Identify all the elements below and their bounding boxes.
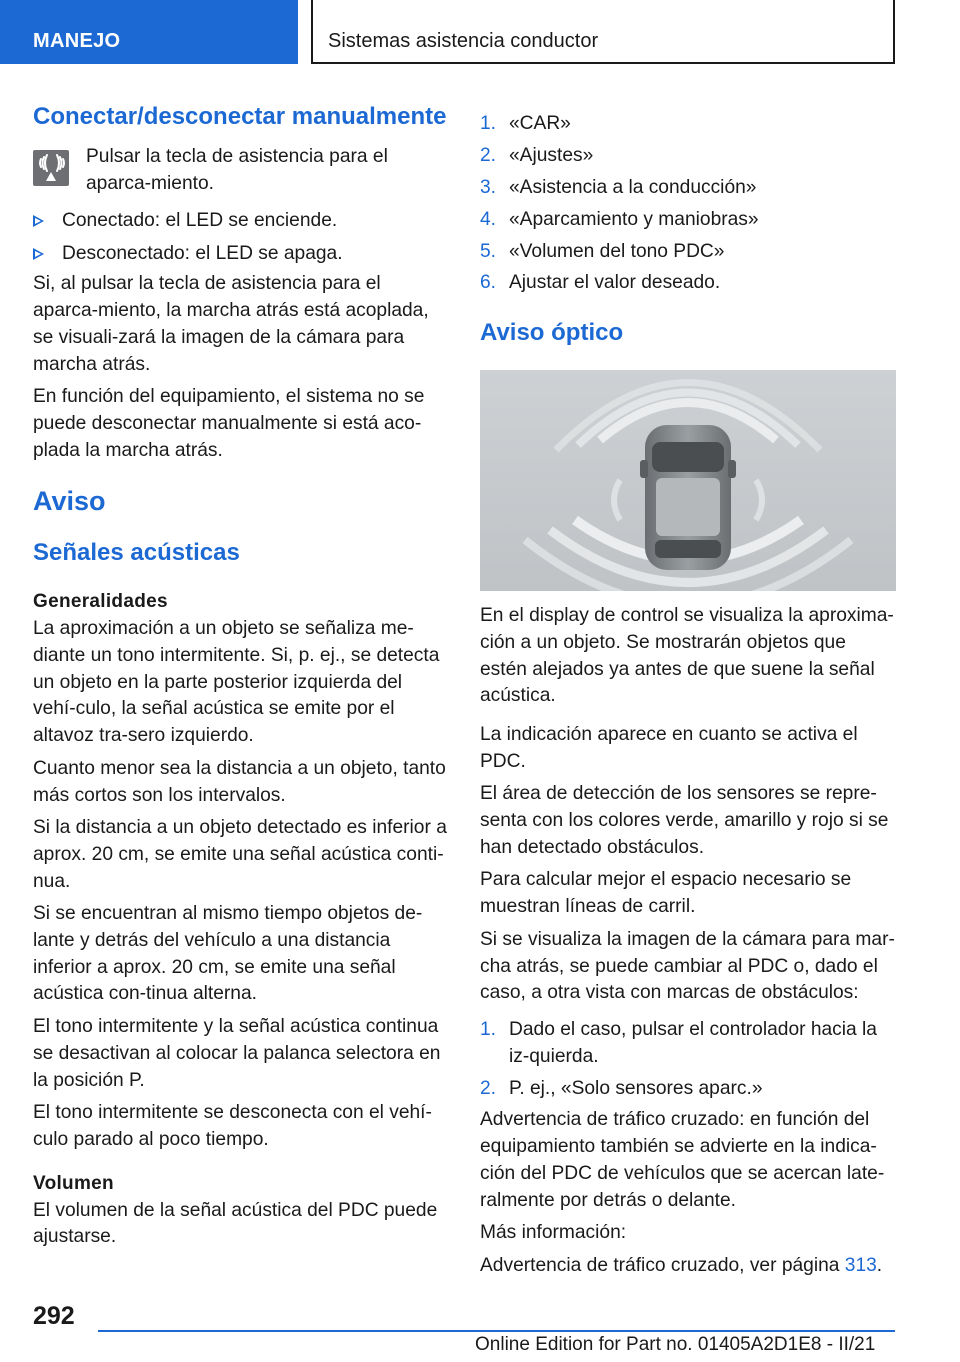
paragraph: Más información: [480, 1222, 627, 1244]
paragraph: El tono intermitente y la señal acústica continua se desactivan al colocar la palanca selectora en la posición P. [33, 1016, 441, 1091]
section-tab [0, 0, 298, 64]
paragraph: La aproximación a un objeto se señaliza me‐diante un tono intermitente. Si, p. ej., se detecta un objeto en la parte posterior izquierda del vehí‐culo, la señal acústica se emite por el altavoz tra‐sero izquierdo. [33, 618, 440, 747]
list-item: 1. «CAR» [480, 113, 571, 134]
page-link[interactable]: 313 [844, 1255, 877, 1276]
list-item: Desconectado: el LED se apaga. [33, 241, 448, 268]
paragraph: En función del equipamiento, el sistema no se puede desconectar manualmente si está aco‐plada la marcha atrás. [33, 386, 425, 461]
paragraph: Si se visualiza la imagen de la cámara para mar‐cha atrás, se puede cambiar al PDC o, dado el caso, a otra vista con marcas de obstáculos: [480, 928, 895, 1004]
list-item: 1. Dado el caso, pulsar el controlador hacia la iz‐quierda. [480, 1019, 877, 1067]
parking-button-instruction [33, 144, 448, 200]
page-number: 292 [33, 1302, 75, 1330]
heading-aviso: Aviso [33, 486, 106, 517]
parking-button-text: Pulsar la tecla de asistencia para el aparca‐miento. [86, 146, 388, 194]
heading-senales: Señales acústicas [33, 539, 240, 567]
list-item: 2. «Ajustes» [480, 144, 594, 166]
list-item: 2. P. ej., «Solo sensores aparc.» [480, 1077, 763, 1099]
chapter-tab [311, 0, 895, 64]
edition-text: Online Edition for Part no. 01405A2D1E8 - II/21 [475, 1334, 876, 1355]
pdc-display-image [480, 370, 896, 591]
paragraph: Si se encuentran al mismo tiempo objetos de‐lante y detrás del vehículo a una distancia inferior a aprox. 20 cm, se emite una señal acústica con‐tinua alterna. [33, 903, 423, 1005]
section-title: MANEJO [33, 30, 121, 52]
right-column [480, 111, 896, 1280]
triangle-bullet-icon [33, 248, 44, 260]
heading-generalidades: Generalidades [33, 591, 168, 613]
paragraph: La indicación aparece en cuanto se activa el PDC. [480, 723, 858, 772]
paragraph: El volumen de la señal acústica del PDC puede ajustarse. [33, 1199, 438, 1248]
list-item: Conectado: el LED se enciende. [33, 208, 448, 235]
paragraph: El área de detección de los sensores se repre‐senta con los colores verde, amarillo y rojo si se han detectado obstáculos. [480, 783, 889, 858]
paragraph: Cuanto menor sea la distancia a un objeto, tanto más cortos son los intervalos. [33, 757, 446, 806]
list-item: 3. «Asistencia a la conducción» [480, 176, 757, 198]
footer-divider [98, 1330, 895, 1332]
list-item: 4. «Aparcamiento y maniobras» [480, 208, 759, 230]
heading-optico: Aviso óptico [480, 319, 624, 347]
view-steps-list [480, 1017, 896, 1102]
paragraph: En el display de control se visualiza la aproxima‐ción a un objeto. Se mostrarán objetos que estén alejados ya antes de que suene la señal acústica. [480, 605, 894, 707]
list-item: 5. «Volumen del tono PDC» [480, 240, 725, 262]
left-column [33, 100, 448, 1251]
triangle-bullet-icon [33, 215, 44, 227]
settings-steps-list [480, 111, 896, 297]
parking-assist-button-icon [33, 150, 69, 186]
paragraph: Si la distancia a un objeto detectado es inferior a aprox. 20 cm, se emite una señal acústica conti‐nua. [33, 817, 447, 892]
list-item: 6. Ajustar el valor deseado. [480, 272, 721, 294]
heading-volumen: Volumen [33, 1172, 114, 1194]
paragraph: Advertencia de tráfico cruzado: en función del equipamiento también se advierte en la indica‐ción del PDC de vehículos que se acercan late‐ralmente por detrás o delante. [480, 1109, 885, 1211]
led-state-list [33, 208, 448, 267]
chapter-title: Sistemas asistencia conductor [328, 30, 599, 52]
cross-reference: Advertencia de tráfico cruzado, ver página 313. [480, 1255, 883, 1276]
heading-manual: Conectar/desconectar manualmente [33, 103, 447, 130]
paragraph: El tono intermitente se desconecta con el vehí‐culo parado al poco tiempo. [33, 1102, 432, 1150]
paragraph: Si, al pulsar la tecla de asistencia para el aparca‐miento, la marcha atrás está acoplada, se visuali‐zará la imagen de la cámara para marcha atrás. [33, 273, 429, 375]
paragraph: Para calcular mejor el espacio necesario se muestran líneas de carril. [480, 869, 852, 918]
